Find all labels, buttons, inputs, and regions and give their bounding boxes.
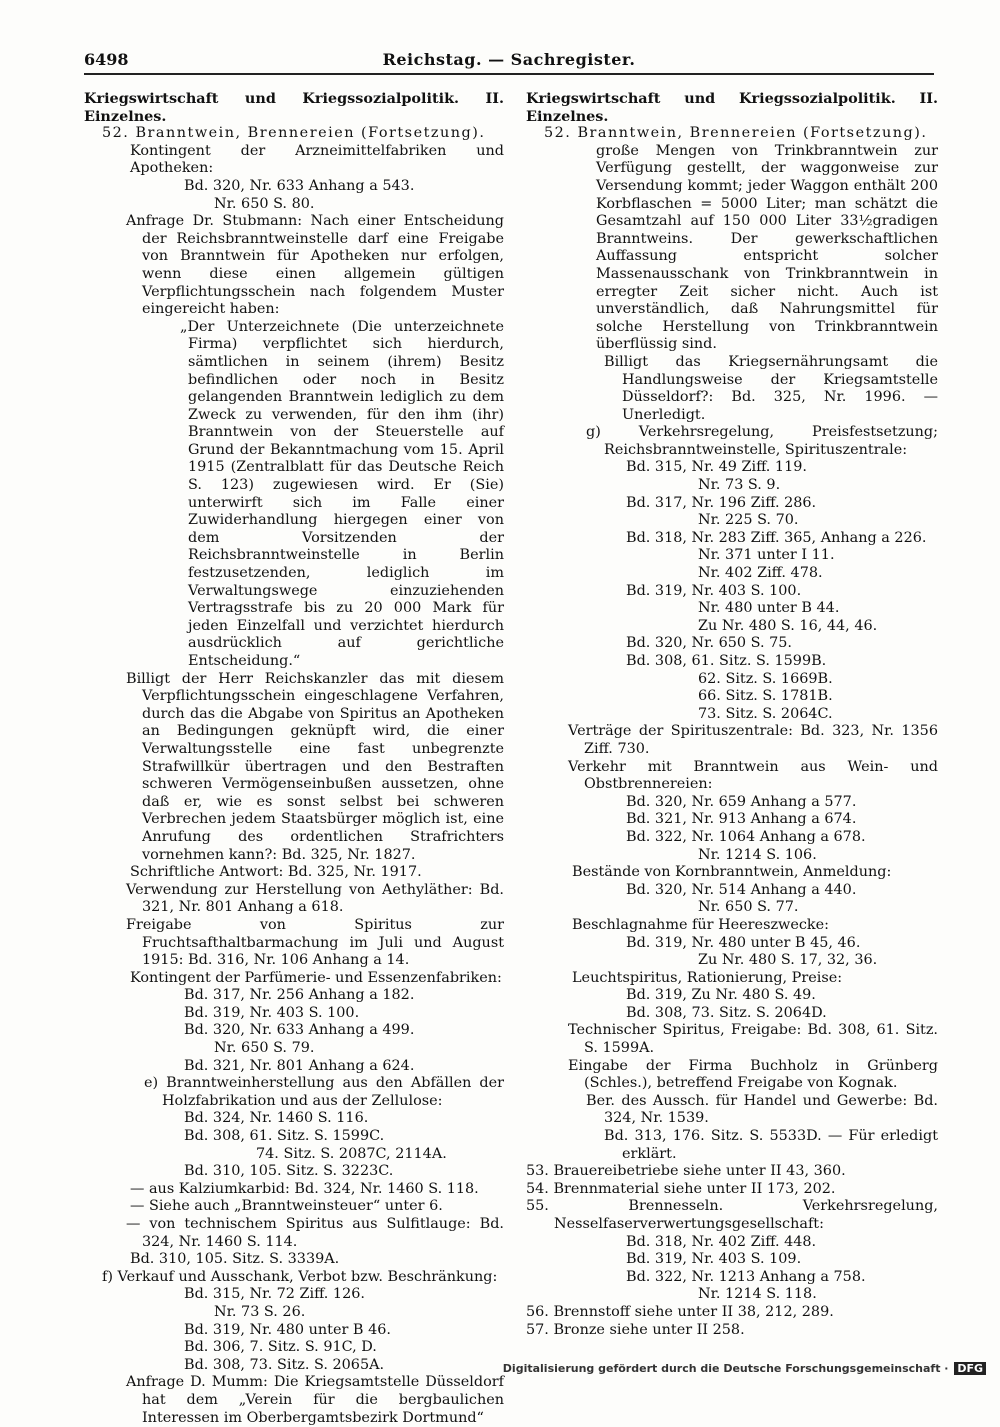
index-entry: Bd. 320, Nr. 650 S. 75. xyxy=(626,635,793,652)
index-entry: Nr. 650 S. 80. xyxy=(214,195,315,212)
index-entry: Bd. 322, Nr. 1213 Anhang a 758. xyxy=(626,1268,866,1285)
index-entry: Bd. 320, Nr. 633 Anhang a 543. xyxy=(184,177,415,194)
page-header xyxy=(84,50,934,72)
index-entry: Billigt der Herr Reichskanzler das mit diesem Verpflichtungsschein eingeschlagene Verfahren, durch das die Abgabe von Spiritus an Apotheken an Bedingungen geknüpft wird, die einer Verwaltungsstelle eine fast unbegrenzte Strafwillkür übertragen und den Bestraften schweren Vermögenseinbußen aussetzen, ohne daß er, wie es sonst selbst bei schweren Verbrechen jedem Staatsbürger möglich ist, eine Anrufung des ordentlichen Strafrichters vornehmen kann?: Bd. 325, Nr. 1827. xyxy=(126,670,504,863)
index-entry: Nr. 650 S. 77. xyxy=(698,899,799,916)
index-entry: — von technischem Spiritus aus Sulfitlauge: Bd. 324, Nr. 1460 S. 114. xyxy=(126,1216,504,1250)
index-entry: Bd. 310, 105. Sitz. S. 3223C. xyxy=(184,1163,394,1180)
index-entry: Nr. 1214 S. 118. xyxy=(698,1286,817,1303)
index-entry: Kriegswirtschaft und Kriegssozialpolitik. II. Einzelnes. xyxy=(84,90,504,125)
index-entry: Bd. 321, Nr. 913 Anhang a 674. xyxy=(626,811,857,828)
right-column xyxy=(526,90,938,1339)
index-entry: Nr. 480 unter B 44. xyxy=(698,600,840,617)
index-entry: 57. Bronze siehe unter II 258. xyxy=(526,1321,745,1338)
index-entry: 53. Brauereibetriebe siehe unter II 43, 360. xyxy=(526,1163,846,1180)
index-entry: Bd. 315, Nr. 72 Ziff. 126. xyxy=(184,1286,365,1303)
index-entry: Billigt das Kriegsernährungsamt die Handlungsweise der Kriegsamtstelle Düsseldorf?: Bd. 325, Nr. 1996. — Unerledigt. xyxy=(604,353,938,423)
index-entry: Nr. 402 Ziff. 478. xyxy=(698,565,823,582)
index-entry: Verträge der Spirituszentrale: Bd. 323, Nr. 1356 Ziff. 730. xyxy=(568,723,938,757)
index-entry: Bd. 308, 73. Sitz. S. 2064D. xyxy=(626,1004,827,1021)
index-entry: Nr. 371 unter I 11. xyxy=(698,547,835,564)
index-entry: Bd. 320, Nr. 514 Anhang a 440. xyxy=(626,881,857,898)
footer-text: Digitalisierung gefördert durch die Deutsche Forschungsgemeinschaft · xyxy=(502,1362,949,1375)
page-number: 6498 xyxy=(84,50,129,69)
index-entry: Bd. 308, 61. Sitz. S. 1599B. xyxy=(626,653,827,669)
header-rule xyxy=(84,73,934,75)
index-entry: Verkehr mit Branntwein aus Wein- und Obstbrennereien: xyxy=(568,758,938,793)
index-entry: Ber. des Aussch. für Handel und Gewerbe: Bd. 324, Nr. 1539. xyxy=(586,1092,938,1127)
index-entry: Bestände von Kornbranntwein, Anmeldung: xyxy=(572,864,892,881)
index-entry: Nr. 650 S. 79. xyxy=(214,1040,315,1057)
index-entry: g) Verkehrsregelung, Preisfestsetzung; Reichsbranntweinstelle, Spirituszentrale: xyxy=(586,424,938,458)
index-entry: Bd. 322, Nr. 1064 Anhang a 678. xyxy=(626,828,866,845)
index-entry: 55. Brennesseln. Verkehrsregelung, Nesselfaserverwertungsgesellschaft: xyxy=(526,1198,938,1232)
index-entry: Bd. 308, 61. Sitz. S. 1599C. xyxy=(184,1128,385,1145)
index-entry: Nr. 73 S. 9. xyxy=(698,477,781,494)
index-entry: Freigabe von Spiritus zur Fruchtsafthaltbarmachung im Juli und August 1915: Bd. 316, Nr. 106 Anhang a 14. xyxy=(126,916,504,969)
index-entry: 62. Sitz. S. 1669B. xyxy=(698,670,833,687)
index-entry: Bd. 318, Nr. 283 Ziff. 365, Anhang a 226. xyxy=(626,529,927,546)
index-entry: e) Branntweinherstellung aus den Abfällen der Holzfabrikation und aus der Zellulose: xyxy=(144,1075,504,1109)
index-entry: Leuchtspiritus, Rationierung, Preise: xyxy=(572,969,843,986)
index-entry: Anfrage D. Mumm: Die Kriegsamtstelle Düsseldorf hat dem „Verein für die bergbaulichen Interessen im Oberbergamtsbezirk Dortmund“ xyxy=(126,1374,504,1426)
index-entry: Bd. 320, Nr. 633 Anhang a 499. xyxy=(184,1022,415,1039)
left-column xyxy=(84,90,504,1427)
index-entry: Bd. 320, Nr. 659 Anhang a 577. xyxy=(626,793,857,810)
index-entry: „Der Unterzeichnete (Die unterzeichnete Firma) verpflichtet sich hierdurch, sämtlichen in seinem (ihrem) Besitz befindlichen oder noch in Besitz gelangenden Branntwein lediglich zu dem Zweck zu verwenden, für den ihm (ihr) Branntwein von der Steuerstelle auf Grund der Bekanntmachung vom 15. April 1915 (Zentralblatt für das Deutsche Reich S. 123) zugewiesen wird. Er (Sie) unterwirft sich im Falle einer Zuwiderhandlung hiergegen einer von dem Vorsitzenden der Reichsbranntweinstelle in Berlin festzusetzenden, lediglich im Verwaltungswege einzuziehenden Vertragsstrafe bis zu 20 000 Mark für jeden Einzelfall und verzichtet hierdurch ausdrücklich auf gerichtliche Entscheidung.“ xyxy=(180,318,504,669)
index-entry: Anfrage Dr. Stubmann: Nach einer Entscheidung der Reichsbranntweinstelle darf eine Freigabe von Branntwein für Apotheken nur erfolgen, wenn diese einen allgemein gültigen Verpflichtungsschein nach folgendem Muster eingereicht haben: xyxy=(126,213,504,318)
index-entry: Bd. 313, 176. Sitz. S. 5533D. — Für erledigt erklärt. xyxy=(604,1128,938,1162)
index-entry: — aus Kalziumkarbid: Bd. 324, Nr. 1460 S. 118. xyxy=(130,1180,479,1197)
index-entry: Bd. 319, Zu Nr. 480 S. 49. xyxy=(626,987,816,1004)
index-entry: 74. Sitz. S. 2087C, 2114A. xyxy=(256,1145,447,1162)
index-entry: Bd. 318, Nr. 402 Ziff. 448. xyxy=(626,1233,817,1250)
index-entry: Kontingent der Parfümerie- und Essenzenfabriken: xyxy=(130,969,502,986)
index-entry: Bd. 306, 7. Sitz. S. 91C, D. xyxy=(184,1339,377,1356)
dfg-logo: DFG xyxy=(954,1362,986,1375)
index-entry: 66. Sitz. S. 1781B. xyxy=(698,688,833,705)
footer xyxy=(503,1362,986,1375)
index-entry: Technischer Spiritus, Freigabe: Bd. 308, 61. Sitz. S. 1599A. xyxy=(568,1022,938,1057)
index-entry: Bd. 319, Nr. 403 S. 109. xyxy=(626,1251,802,1268)
index-entry: Schriftliche Antwort: Bd. 325, Nr. 1917. xyxy=(130,864,422,881)
index-entry: Kriegswirtschaft und Kriegssozialpolitik. II. Einzelnes. xyxy=(526,90,938,125)
index-entry: Nr. 225 S. 70. xyxy=(698,512,799,529)
index-entry: Beschlagnahme für Heereszwecke: xyxy=(572,916,830,933)
index-entry: — Siehe auch „Branntweinsteuer“ unter 6. xyxy=(130,1198,443,1215)
index-entry: Eingabe der Firma Buchholz in Grünberg (Schles.), betreffend Freigabe von Kognak. xyxy=(568,1057,938,1092)
index-entry: 54. Brennmaterial siehe unter II 173, 202. xyxy=(526,1180,836,1197)
index-entry: Nr. 1214 S. 106. xyxy=(698,846,817,863)
index-entry: Bd. 315, Nr. 49 Ziff. 119. xyxy=(626,459,807,476)
index-entry: Bd. 317, Nr. 256 Anhang a 182. xyxy=(184,987,415,1004)
index-entry: Nr. 73 S. 26. xyxy=(214,1303,306,1320)
index-entry: 73. Sitz. S. 2064C. xyxy=(698,705,833,722)
index-entry: Bd. 319, Nr. 403 S. 100. xyxy=(184,1004,360,1021)
index-entry: Bd. 308, 73. Sitz. S. 2065A. xyxy=(184,1356,385,1373)
index-entry: f) Verkauf und Ausschank, Verbot bzw. Beschränkung: xyxy=(102,1268,498,1285)
index-entry: Verwendung zur Herstellung von Aethyläther: Bd. 321, Nr. 801 Anhang a 618. xyxy=(126,881,504,916)
index-entry: 56. Brennstoff siehe unter II 38, 212, 289. xyxy=(526,1303,834,1320)
index-entry: Bd. 324, Nr. 1460 S. 116. xyxy=(184,1110,369,1127)
index-entry: 52. Branntwein, Brennereien (Fortsetzung). xyxy=(544,125,928,142)
index-entry: 52. Branntwein, Brennereien (Fortsetzung). xyxy=(102,125,486,142)
index-entry: große Mengen von Trinkbranntwein zur Verfügung gestellt, der waggonweise zur Versendung kommt; jeder Waggon enthält 200 Korbflaschen = 5000 Liter; man schätzt die Gesamtzahl auf 150 000 Liter 33½gradigen Branntweins. Der gewerkschaftlichen Auffassung entspricht solcher Massenausschank von Trinkbranntwein in erregter Zeit sicher nicht. Auch ist unverständlich, daß Nahrungsmittel für solche Herstellung von Trinkbranntwein überflüssig sind. xyxy=(596,142,938,353)
index-entry: Zu Nr. 480 S. 17, 32, 36. xyxy=(698,952,878,969)
index-entry: Bd. 319, Nr. 480 unter B 46. xyxy=(184,1321,391,1338)
index-entry: Bd. 319, Nr. 480 unter B 45, 46. xyxy=(626,934,861,951)
page-title: Reichstag. — Sachregister. xyxy=(382,50,636,69)
index-entry: Zu Nr. 480 S. 16, 44, 46. xyxy=(698,617,878,634)
index-entry: Bd. 310, 105. Sitz. S. 3339A. xyxy=(130,1251,340,1268)
index-entry: Bd. 317, Nr. 196 Ziff. 286. xyxy=(626,494,817,511)
index-entry: Kontingent der Arzneimittelfabriken und Apotheken: xyxy=(130,142,504,177)
index-entry: Bd. 319, Nr. 403 S. 100. xyxy=(626,582,802,599)
index-entry: Bd. 321, Nr. 801 Anhang a 624. xyxy=(184,1057,415,1074)
